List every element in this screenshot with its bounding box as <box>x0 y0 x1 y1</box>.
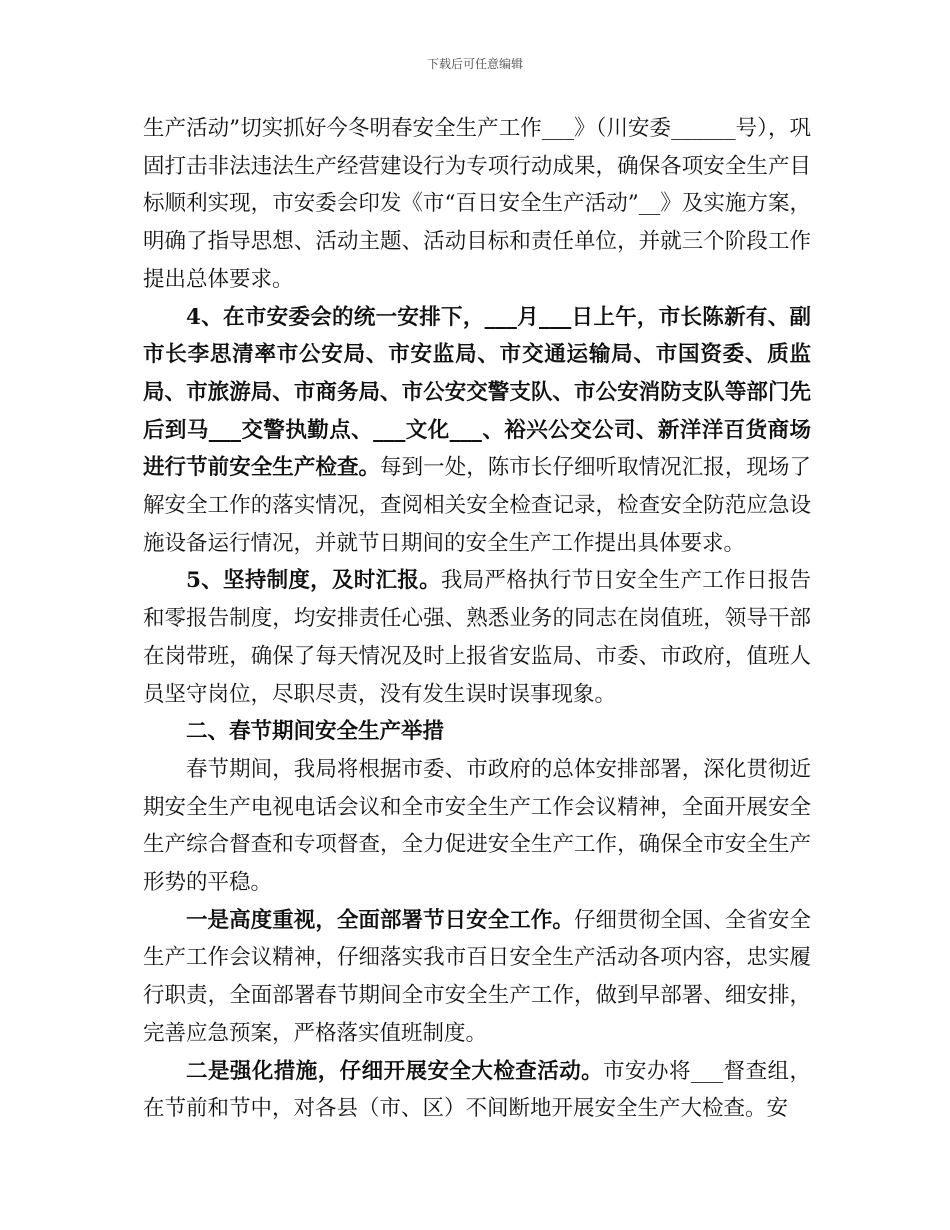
paragraph-bold-lead: 一是高度重视，全面部署节日安全工作。 <box>186 907 574 933</box>
document-body <box>143 110 811 1128</box>
paragraph-bold-lead: 4、在市安委会的统一安排下，___月___日上午，市长陈新有、副市长李思清率市公安局、市安监局、市交通运输局、市国资委、质监局、市旅游局、市商务局、市公安交警支队、市公安消防支队等部门先后到马___交警执勤点、___文化___、裕兴公交公司、新洋洋百货商场进行节前安全生产检查。 <box>143 304 811 481</box>
paragraph-text: 仔细贯彻全国、全省安全生产工作会议精神，仔细落实我市百日安全生产活动各项内容，忠实履行职责，全面部署春节期间全市安全生产工作，做到早部署、细安排，完善应急预案，严格落实值班制度。 <box>143 907 811 1046</box>
paragraph-text: 每到一处，陈市长仔细听取情况汇报，现场了解安全工作的落实情况，查阅相关安全检查记录，检查安全防范应急设施设备运行情况，并就节日期间的安全生产工作提出具体要求。 <box>143 455 811 556</box>
paragraph-bold-lead: 5、坚持制度，及时汇报。 <box>186 568 441 594</box>
paragraph-text: 春节期间，我局将根据市委、市政府的总体安排部署，深化贯彻近期安全生产电视电话会议和全市安全生产工作会议精神，全面开展安全生产综合督查和专项督查，全力促进安全生产工作，确保全市安全生产形势的平稳。 <box>143 756 811 896</box>
paragraph-bold-lead: 二是强化措施，仔细开展安全大检查活动。 <box>186 1058 604 1084</box>
page-header: 下载后可任意编辑 <box>426 57 523 71</box>
paragraph-mayor-inspection <box>143 299 811 563</box>
section-heading <box>143 713 811 751</box>
paragraph-measure-two <box>143 1053 811 1128</box>
paragraph-measure-one <box>143 902 811 1053</box>
section-heading-text: 二、春节期间安全生产举措 <box>186 719 445 745</box>
paragraph-continuation <box>143 110 811 299</box>
paragraph-text: 市安办将___督查组，在节前和节中，对各县（市、区）不间断地开展安全生产大检查。安 <box>143 1058 811 1122</box>
paragraph-spring-festival <box>143 751 811 902</box>
paragraph-reporting-system <box>143 562 811 713</box>
paragraph-text: 我局严格执行节日安全生产工作日报告和零报告制度，均安排责任心强、熟悉业务的同志在岗值班，领导干部在岗带班，确保了每天情况及时上报省安监局、市委、市政府，值班人员坚守岗位，尽职尽责，没有发生误时误事现象。 <box>143 568 811 707</box>
paragraph-text: 生产活动”切实抓好今冬明春安全生产工作___》（川安委______号），巩固打击非法违法生产经营建设行为专项行动成果，确保各项安全生产目标顺利实现，市安委会印发《市“百日安全生产活动”__》及实施方案，明确了指导思想、活动主题、活动目标和责任单位，并就三个阶段工作提出总体要求。 <box>143 116 811 292</box>
